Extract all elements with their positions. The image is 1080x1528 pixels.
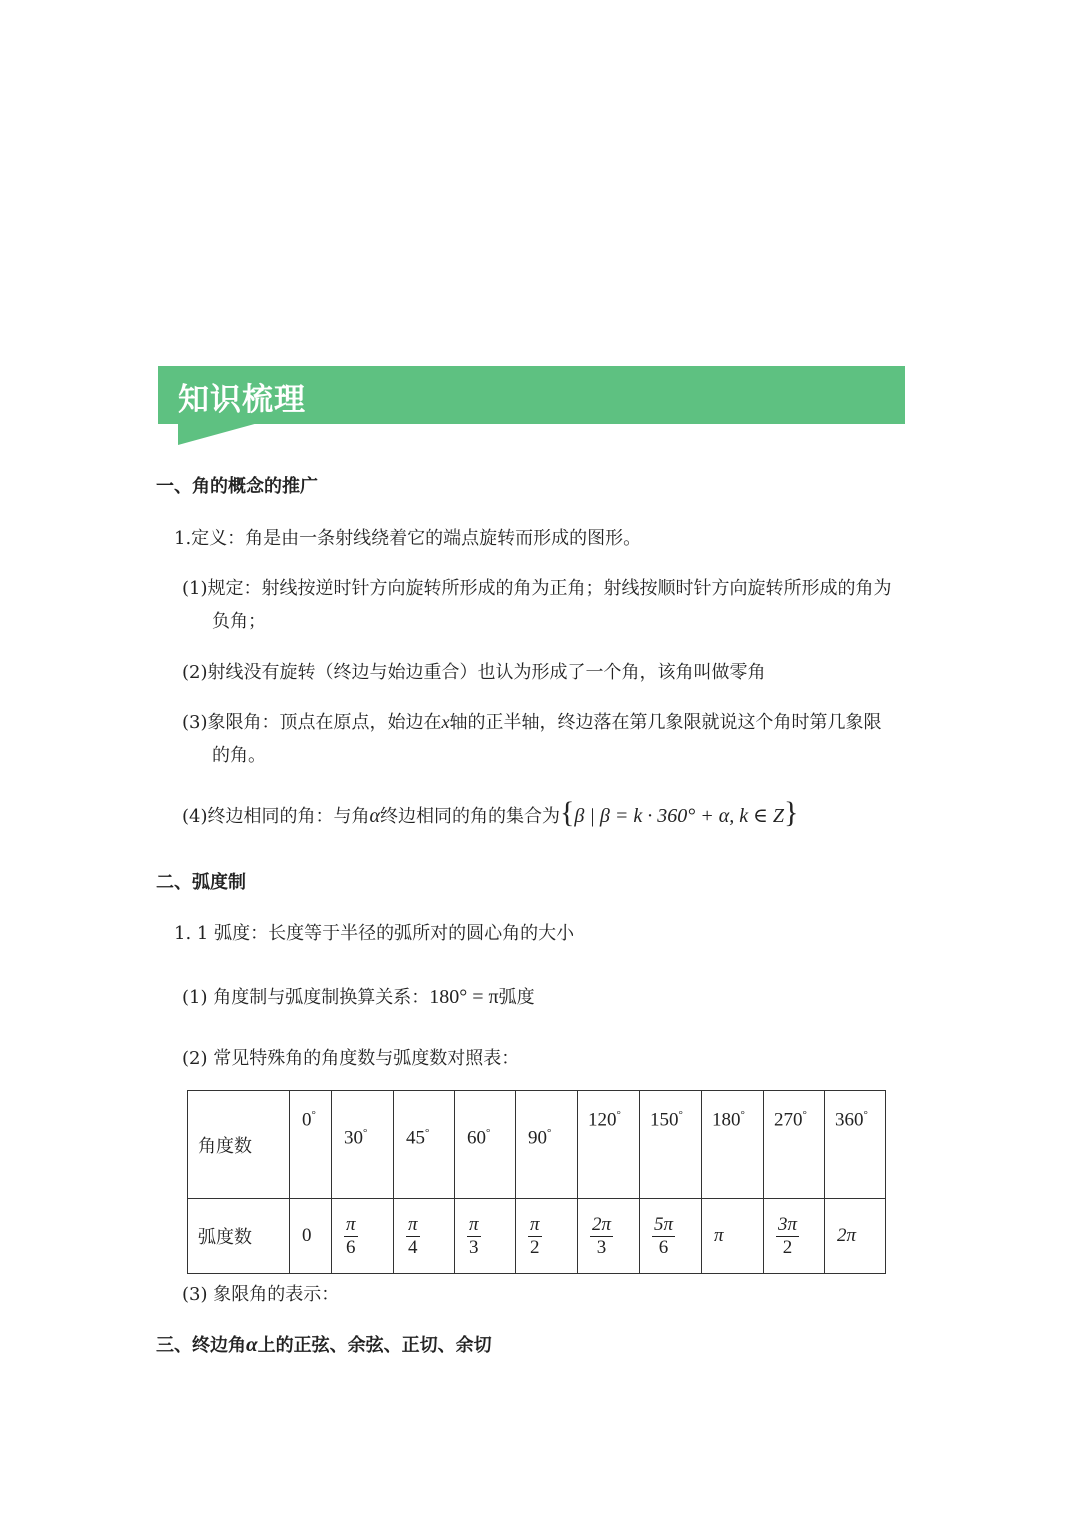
section2-heading: 二、弧度制 bbox=[156, 872, 246, 893]
item3-pre: (3)象限角：顶点在原点，始边在 bbox=[182, 712, 442, 733]
quadrant-angle-label: (3) 象限角的表示： bbox=[182, 1284, 340, 1305]
set-expression: β | β = k · 360° + α, k ∈ Z bbox=[574, 805, 784, 827]
degree-cell: 120° bbox=[578, 1091, 640, 1199]
rule-item-1-line1: (1)规定：射线按逆时针方向旋转所形成的角为正角；射线按顺时针方向旋转所形成的角为 bbox=[182, 578, 892, 599]
section3-alpha: α bbox=[246, 1332, 258, 1356]
conversion-line bbox=[182, 983, 535, 1009]
rule-item-3-line1 bbox=[182, 708, 882, 734]
radian-cell: $\frac{\pi}{6}$ bbox=[332, 1199, 394, 1274]
degree-cell: 45° bbox=[394, 1091, 455, 1199]
radian-cell: $\frac{2\pi}{3}$ bbox=[578, 1199, 640, 1274]
degree-row-head: 角度数 bbox=[188, 1091, 290, 1199]
banner-title: 知识梳理 bbox=[178, 382, 306, 418]
degree-cell: 0° bbox=[290, 1091, 332, 1199]
banner-tail bbox=[178, 423, 258, 445]
set-close-brace: } bbox=[784, 796, 799, 829]
conversion-formula: 180° = π bbox=[429, 986, 499, 1008]
radian-row-head: 弧度数 bbox=[188, 1199, 290, 1274]
section3-heading-pre: 三、终边角 bbox=[156, 1335, 246, 1356]
degree-cell: 30° bbox=[332, 1091, 394, 1199]
item3-var: x bbox=[441, 712, 450, 732]
item4-pre: (4)终边相同的角：与角 bbox=[182, 806, 370, 827]
radian-cell: $\frac{\pi}{2}$ bbox=[516, 1199, 578, 1274]
item3-post: 轴的正半轴，终边落在第几象限就说这个角时第几象限 bbox=[449, 712, 882, 733]
degree-row bbox=[188, 1091, 886, 1199]
section3-heading bbox=[156, 1331, 492, 1357]
item4-alpha: α bbox=[369, 805, 380, 827]
radian-cell: 0 bbox=[290, 1199, 332, 1274]
section1-heading: 一、角的概念的推广 bbox=[156, 476, 318, 497]
radian-cell: $\frac{5\pi}{6}$ bbox=[640, 1199, 702, 1274]
degree-cell: 60° bbox=[455, 1091, 516, 1199]
degree-cell: 180° bbox=[702, 1091, 764, 1199]
rule-item-1-line2: 负角； bbox=[212, 611, 266, 632]
degree-cell: 150° bbox=[640, 1091, 702, 1199]
degree-cell: 360° bbox=[825, 1091, 886, 1199]
table-intro: (2) 常见特殊角的角度数与弧度数对照表： bbox=[182, 1048, 520, 1069]
conversion-post: 弧度 bbox=[498, 987, 535, 1008]
degree-cell: 270° bbox=[764, 1091, 825, 1199]
rule-item-3-line2: 的角。 bbox=[212, 745, 266, 766]
radian-cell: π bbox=[702, 1199, 764, 1274]
radian-cell: $\frac{3\pi}{2}$ bbox=[764, 1199, 825, 1274]
radian-row bbox=[188, 1199, 886, 1274]
radian-definition: 1. 1 弧度：长度等于半径的弧所对的圆心角的大小 bbox=[174, 923, 575, 944]
item4-mid: 终边相同的角的集合为 bbox=[380, 806, 560, 827]
degree-cell: 90° bbox=[516, 1091, 578, 1199]
section3-heading-post: 上的正弦、余弦、正切、余切 bbox=[257, 1335, 492, 1356]
rule-item-4 bbox=[182, 796, 798, 830]
rule-item-2: (2)射线没有旋转（终边与始边重合）也认为形成了一个角，该角叫做零角 bbox=[182, 662, 766, 683]
angle-conversion-table bbox=[187, 1090, 886, 1274]
set-open-brace: { bbox=[560, 796, 575, 829]
radian-cell: 2π bbox=[825, 1199, 886, 1274]
definition-text: 1.定义：角是由一条射线绕着它的端点旋转而形成的图形。 bbox=[174, 528, 642, 549]
radian-cell: $\frac{\pi}{3}$ bbox=[455, 1199, 516, 1274]
conversion-pre: (1) 角度制与弧度制换算关系： bbox=[182, 987, 430, 1008]
radian-cell: $\frac{\pi}{4}$ bbox=[394, 1199, 455, 1274]
